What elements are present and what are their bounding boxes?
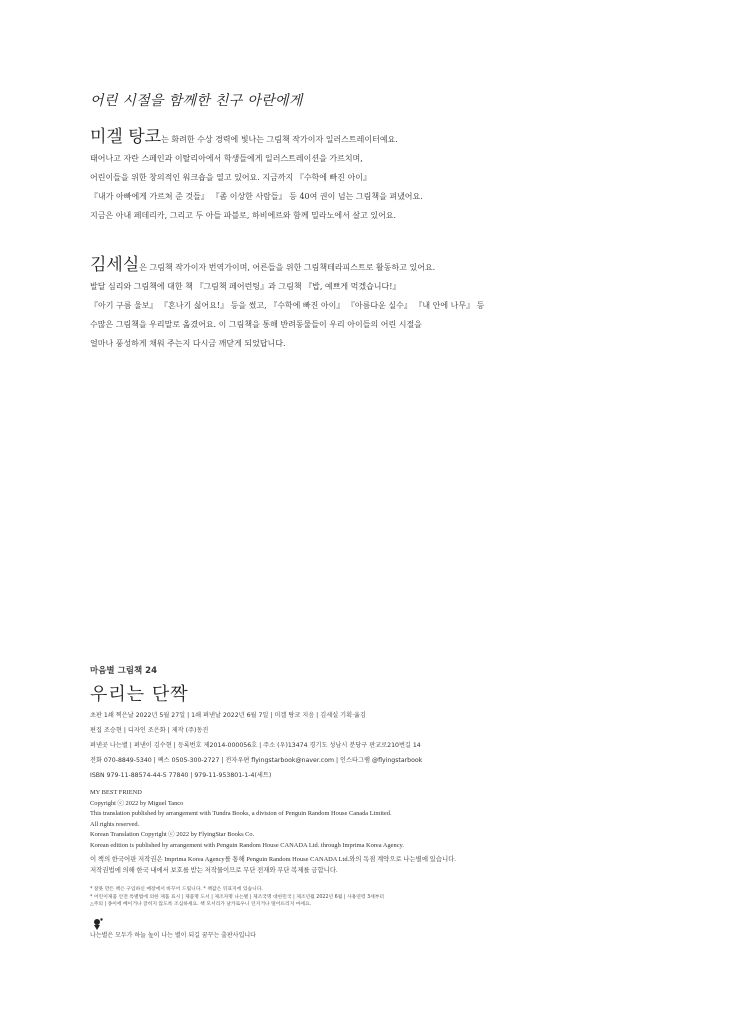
publication-line: 펴낸곳 나는별 | 펴낸이 김수현 | 등록번호 제2014-000056호 | 주소 (우)13474 경기도 성남시 분당구 판교로210번길 14 [90,742,421,749]
translator-name: 김세실 [90,255,140,275]
publisher-motto: 나는별은 모두가 하늘 높이 나는 별이 되길 꿈꾸는 출판사입니다 [90,932,256,939]
copyright-line: All rights reserved. [90,820,140,828]
publication-line: 초판 1쇄 찍은날 2022년 5월 27일 | 1쇄 펴낸날 2022년 6월 7일 | 미겔 탕코 지음 | 김세실 기획·옮김 [90,712,367,719]
author-name: 미겔 탕코 [90,127,162,147]
notice-block [90,886,384,909]
translator-bio-line: 발달 심리와 그림책에 대한 책 『그림책 페어런팅』과 그림책 『밥, 예쁘게 먹겠습니다!』 [90,282,401,291]
publication-line: ISBN 979-11-88574-44-5 77840 | 979-11-953801-1-4(세트) [90,772,272,779]
copyright-line: This translation published by arrangement with Tundra Books, a division of Penguin Random House Canada Limited. [90,810,392,817]
publisher-logo-icon [90,917,104,931]
copyright-ko-line: 이 책의 한국어판 저작권은 Imprima Korea Agency를 통해 Penguin Random House CANADA Ltd.와의 독점 계약으로 나는별에 있습니다. [90,856,456,863]
publication-line: 전화 070-8849-5340 | 팩스 0505-300-2727 | 전자우편 flyingstarbook@naver.com | 인스타그램 @flyingstarbook [90,757,423,764]
book-title: 우리는 단짝 [90,684,189,705]
notice-line: * 잘못 만든 책은 구입하신 매장에서 바꾸어 드립니다. * 책값은 뒤표지에 있습니다. [90,887,263,892]
translator-bio-line: 은 그림책 작가이자 번역가이며, 어른들을 위한 그림책테라피스트로 활동하고 있어요. [139,263,436,272]
author-bio-line: 『내가 아빠에게 가르쳐 준 것들』 『좀 이상한 사람들』 등 40여 권이 넘는 그림책을 펴냈어요. [90,192,423,201]
copyright-line: Copyright ⓒ 2022 by Miguel Tanco [90,799,184,807]
author-bio-line: 는 화려한 수상 경력에 빛나는 그림책 작가이자 일러스트레이터예요. [161,135,398,144]
dedication: 어린 시절을 함께한 친구 아란에게 [90,93,303,109]
publication-info [90,708,422,783]
translator-bio-line: 수많은 그림책을 우리말로 옮겼어요. 이 그림책을 통해 반려동물들이 우리 아이들의 어린 시절을 [90,320,422,329]
copyright-line: Korean Translation Copyright ⓒ 2022 by FlyingStar Books Co. [90,831,255,838]
translator-bio-line: 얼마나 풍성하게 채워 주는지 다시금 깨닫게 되었답니다. [90,339,286,348]
copyright-block [90,788,456,876]
copyright-line: Korean edition is published by arrangement with Penguin Random House CANADA Ltd. through Imprima Korea Agency. [90,841,404,849]
author-bio [90,128,690,225]
author-bio-line: 지금은 아내 페데리카, 그리고 두 아들 파블로, 하비에르와 함께 밀라노에서 살고 있어요. [90,211,397,220]
publication-line: 편집 조승현 | 디자인 조은화 | 제작 (주)동진 [90,727,209,734]
notice-line: △주의 | 종이에 베이거나 긁히지 않도록 조심하세요. 책 모서리가 날카로우니 던지거나 떨어뜨리지 마세요. [90,902,312,907]
author-bio-line: 태어나고 자란 스페인과 이탈리아에서 학생들에게 일러스트레이션을 가르치며, [90,154,363,163]
copyright-line: MY BEST FRIEND [90,789,142,796]
notice-line: * 어린이제품 안전 특별법에 의한 제품 표시 | 제품명 도서 | 제조자명 나는별 | 제조국명 대한민국 | 제조년월 2022년 6월 | 사용연령 3세부터 [90,894,385,900]
translator-bio-line: 『아기 구름 울보』 『혼나기 싫어요!』 등을 썼고, 『수학에 빠진 아이』 『아름다운 실수』 『내 안에 나무』 등 [90,301,485,310]
translator-bio [90,256,690,353]
series-label: 마음별 그림책 24 [90,666,158,676]
author-bio-line: 어린이들을 위한 창의적인 워크숍을 열고 있어요. 지금까지 『수학에 빠진 아이』 [90,173,371,182]
copyright-ko-line: 저작권법에 의해 한국 내에서 보호를 받는 저작물이므로 무단 전재와 무단 복제를 금합니다. [90,866,338,874]
